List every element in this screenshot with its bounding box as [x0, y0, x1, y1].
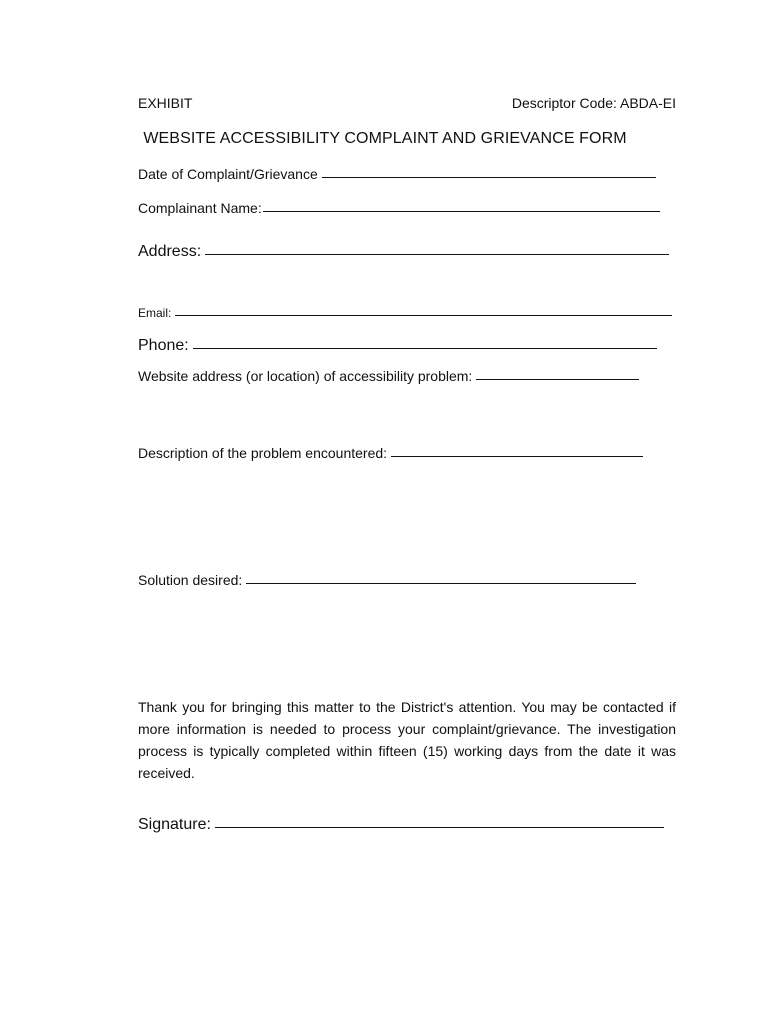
phone-input-line[interactable]	[193, 347, 657, 349]
address-field[interactable]	[138, 243, 669, 261]
email-label: Email:	[138, 306, 172, 320]
complainant-name-label: Complainant Name:	[138, 200, 262, 216]
solution-desired-label: Solution desired:	[138, 572, 243, 588]
solution-desired-field[interactable]	[138, 572, 636, 588]
email-field[interactable]	[138, 306, 672, 320]
phone-field[interactable]	[138, 337, 657, 355]
signature-label: Signature:	[138, 816, 211, 833]
website-address-input-line[interactable]	[476, 378, 639, 380]
date-field[interactable]	[138, 166, 656, 182]
date-label: Date of Complaint/Grievance	[138, 166, 318, 182]
address-input-line[interactable]	[205, 253, 669, 255]
problem-description-label: Description of the problem encountered:	[138, 445, 388, 461]
address-label: Address:	[138, 243, 202, 260]
date-input-line[interactable]	[322, 176, 656, 178]
email-input-line[interactable]	[175, 314, 672, 316]
problem-description-field[interactable]	[138, 445, 643, 461]
complainant-name-field[interactable]	[138, 200, 660, 216]
phone-label: Phone:	[138, 337, 189, 354]
solution-desired-input-line[interactable]	[246, 582, 636, 584]
form-title: WEBSITE ACCESSIBILITY COMPLAINT AND GRIEVANCE FORM	[143, 130, 627, 147]
signature-field[interactable]	[138, 816, 664, 834]
website-address-field[interactable]	[138, 368, 639, 384]
signature-input-line[interactable]	[215, 826, 664, 828]
closing-paragraph: Thank you for bringing this matter to the District's attention. You may be contacted if more information is needed to process your complaint/grievance. The investigation process is typically completed within fifteen (15) working days from the date it was received.	[138, 699, 676, 781]
descriptor-code: Descriptor Code: ABDA-EI	[511, 95, 676, 111]
website-address-label: Website address (or location) of accessibility problem:	[138, 368, 473, 384]
exhibit-label: EXHIBIT	[138, 95, 193, 111]
complainant-name-input-line[interactable]	[263, 210, 660, 212]
problem-description-input-line[interactable]	[391, 455, 643, 457]
